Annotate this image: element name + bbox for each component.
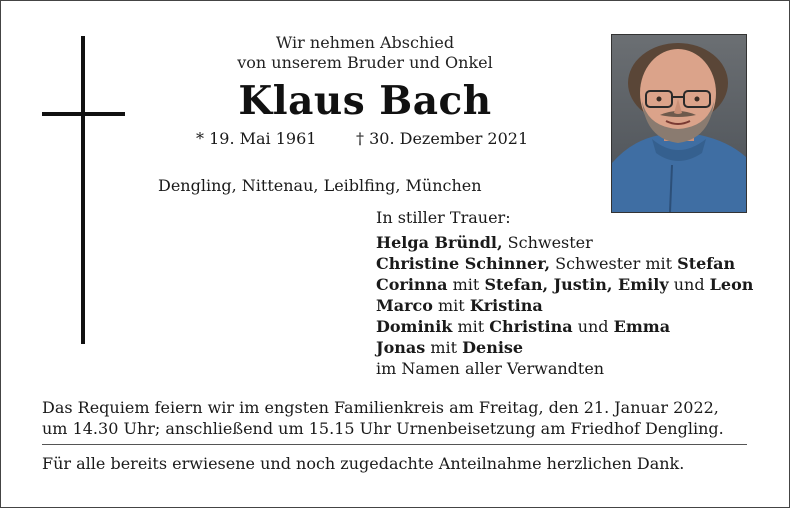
divider <box>42 444 747 445</box>
mourner-line-6 <box>376 338 523 358</box>
thanks-line: Für alle bereits erwiesene und noch zugedachte Anteilnahme herzlichen Dank. <box>42 454 685 473</box>
mourner-name: Emma <box>613 317 671 336</box>
portrait-photo <box>611 34 747 213</box>
mourner-relation: Schwester <box>502 233 593 252</box>
mourner-name: Christine Schinner, <box>376 254 551 273</box>
requiem-line-2: um 14.30 Uhr; anschließend um 15.15 Uhr Urnenbeisetzung am Friedhof Dengling. <box>42 419 724 438</box>
mourner-line-1 <box>376 233 593 253</box>
mourner-name: Kristina <box>469 296 543 315</box>
mourner-connector: und <box>572 317 614 336</box>
mourner-line-3 <box>376 275 753 295</box>
intro-line-2: von unserem Bruder und Onkel <box>237 53 493 72</box>
death-date: † 30. Dezember 2021 <box>356 129 529 148</box>
mourner-connector: und <box>668 275 710 294</box>
mourner-connector: mit <box>425 338 463 357</box>
mourner-name: Dominik <box>376 317 453 336</box>
mourner-connector: mit <box>447 275 485 294</box>
mourner-name: Christina <box>489 317 573 336</box>
mourner-relation: Schwester mit <box>550 254 678 273</box>
mourner-name: Denise <box>462 338 524 357</box>
mourner-name: Corinna <box>376 275 448 294</box>
mourner-line-7: im Namen aller Verwandten <box>376 359 605 378</box>
mourner-line-2 <box>376 254 735 274</box>
mourner-name: Jonas <box>376 338 426 357</box>
places: Dengling, Nittenau, Leiblfing, München <box>158 176 482 195</box>
mourner-name: Leon <box>709 275 754 294</box>
cross-horizontal-bar <box>42 112 125 116</box>
mourner-name: Helga Bründl, <box>376 233 503 252</box>
intro-line-1: Wir nehmen Abschied <box>275 33 455 52</box>
mourner-connector: mit <box>452 317 490 336</box>
mourner-name: Marco <box>376 296 433 315</box>
mourner-connector: mit <box>432 296 470 315</box>
portrait-image <box>612 35 746 212</box>
mourner-line-5 <box>376 317 670 337</box>
mourner-name: Stefan, Justin, Emily <box>484 275 669 294</box>
cross-vertical-bar <box>81 36 85 344</box>
mourners-heading: In stiller Trauer: <box>376 208 511 227</box>
birth-date: * 19. Mai 1961 <box>196 129 317 148</box>
requiem-line-1: Das Requiem feiern wir im engsten Familienkreis am Freitag, den 21. Januar 2022, <box>42 398 719 417</box>
mourner-line-4 <box>376 296 543 316</box>
mourner-name: Stefan <box>677 254 736 273</box>
deceased-name: Klaus Bach <box>238 78 492 124</box>
